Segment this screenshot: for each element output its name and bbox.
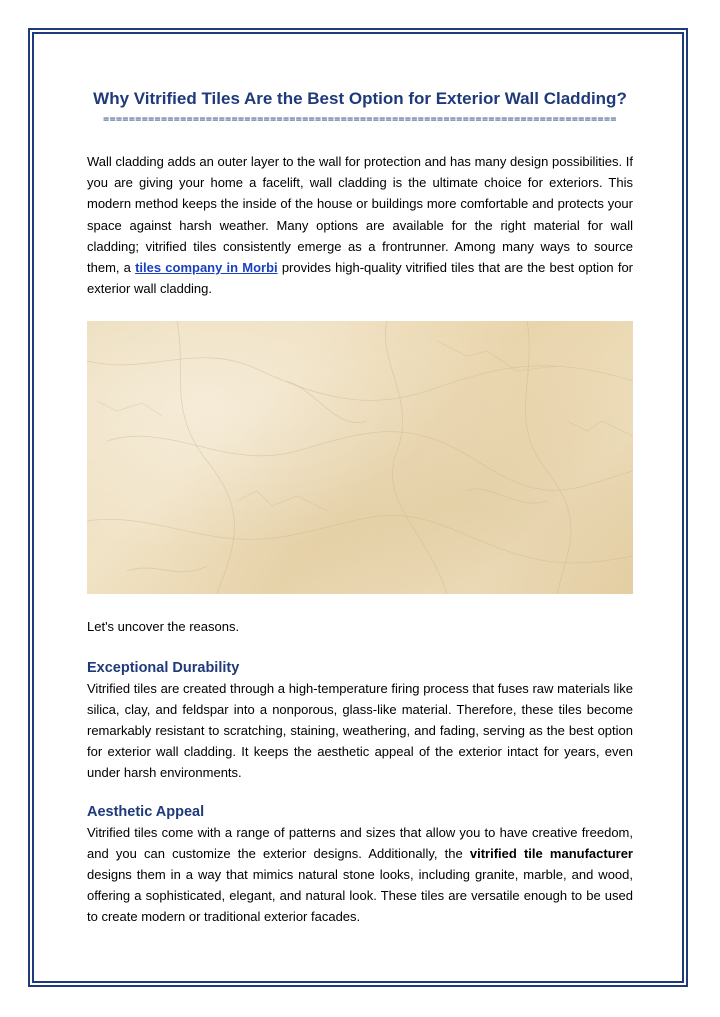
marble-tile-image [87, 321, 633, 594]
tiles-company-link[interactable]: tiles company in Morbi [135, 260, 278, 276]
manufacturer-bold-text: vitrified tile manufacturer [469, 845, 633, 861]
document-body [87, 88, 633, 928]
intro-paragraph [87, 151, 633, 299]
title-divider: ================================================================================ [103, 114, 617, 125]
intro-text-after-link: provides high-quality vitrified tiles that are the best option for exterior wall cladding. [87, 260, 633, 297]
aesthetic-text-before-bold: Vitrified tiles come with a range of patterns and sizes that allow you to have creative freedom, and you can customize the exterior designs. Additionally, the [87, 824, 633, 861]
section-heading-aesthetic: Aesthetic Appeal [87, 803, 205, 820]
document-title: Why Vitrified Tiles Are the Best Option for Exterior Wall Cladding? [93, 89, 627, 108]
section-body-durability: Vitrified tiles are created through a high-temperature firing process that fuses raw materials like silica, clay, and feldspar into a nonporous, glass-like material. Therefore, these tiles become remarkably resistant to scratching, staining, weathering, and fading, serving as the best option for exterior wall cladding. It keeps the aesthetic appeal of the exterior intact for years, even under harsh environments. [87, 680, 633, 781]
section-body-aesthetic [87, 822, 633, 928]
lead-in-text: Let's uncover the reasons. [87, 619, 240, 635]
section-heading-durability: Exceptional Durability [87, 659, 240, 676]
intro-text-before-link: Wall cladding adds an outer layer to the wall for protection and has many design possibilities. If you are giving your home a facelift, wall cladding is the ultimate choice for exteriors. This modern method keeps the inside of the house or buildings more comfortable and protects your space against harsh weather. Many options are available for the right material for wall cladding; vitrified tiles consistently emerge as a frontrunner. Among many ways to source them, a [87, 154, 633, 276]
aesthetic-text-after-bold: designs them in a way that mimics natural stone looks, including granite, marble, and wood, offering a sophisticated, elegant, and natural look. These tiles are versatile enough to be used to create modern or traditional exterior facades. [87, 867, 633, 925]
marble-veins [87, 321, 633, 594]
